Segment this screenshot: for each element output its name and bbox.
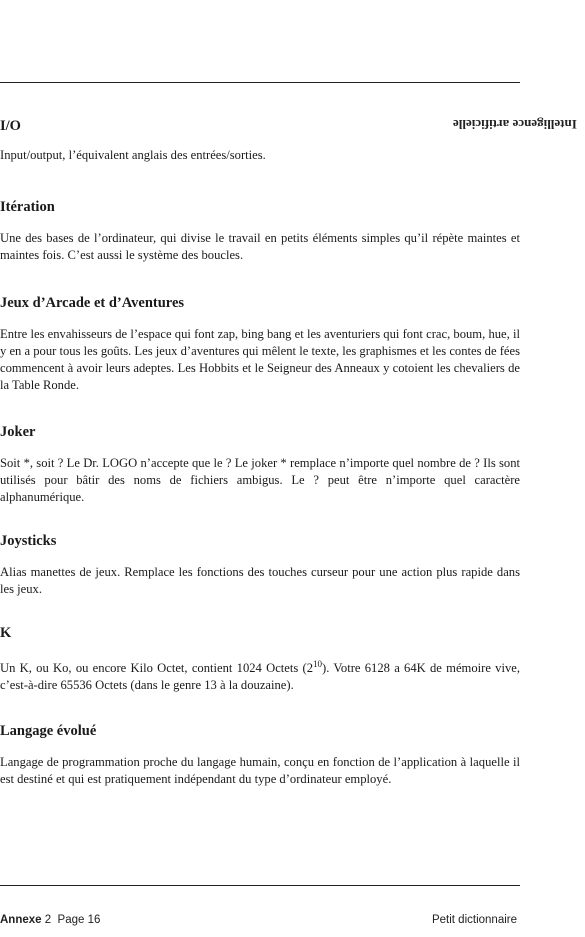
entry-jeux: [0, 294, 520, 394]
term-title: Itération: [0, 199, 55, 215]
definition-text-after: ). Votre 6128 a 64K de mémoire vive, c’est-à-dire 65536 Octets (dans le genre 13 à la douzaine).: [0, 661, 520, 693]
mirrored-header-text: Intelligence artificielle: [453, 117, 577, 132]
term-definition: Entre les envahisseurs de l’espace qui font zap, bing bang et les aventuriers qui font crac, boum, hue, il y en a pour tous les goûts. Les jeux d’aventures qui mêlent le texte, les graphismes et les contes de fées commencent à avoir leurs adeptes. Les Hobbits et le Seigneur des Anneaux y cotoient les chevaliers de la Table Ronde.: [0, 327, 520, 392]
term-definition: Alias manettes de jeux. Remplace les fonctions des touches curseur pour une action plus rapide dans les jeux.: [0, 565, 520, 596]
footer-page: Page 16: [57, 914, 101, 926]
footer-right: Petit dictionnaire: [431, 914, 517, 926]
term-title: Joker: [0, 424, 36, 440]
definition-text-before: Un K, ou Ko, ou encore Kilo Octet, contient 1024 Octets (2: [0, 661, 314, 676]
term-definition: Une des bases de l’ordinateur, qui divise le travail en petits éléments simples qu’il répète maintes et maintes fois. C’est aussi le système des boucles.: [0, 231, 520, 262]
footer-section-number: 2: [44, 914, 52, 926]
term-definition: Langage de programmation proche du langage humain, conçu en fonction de l’application à laquelle il est destiné et qui est pratiquement indépendant du type d’ordinateur employé.: [0, 755, 520, 786]
exponent: 10: [313, 659, 323, 669]
term-title: Jeux d’Arcade et d’Aventures: [0, 295, 185, 311]
footer-section: Annexe: [0, 914, 42, 926]
term-definition: Input/output, l’équivalent anglais des entrées/sorties.: [0, 148, 266, 162]
entry-io: [0, 117, 520, 164]
entry-langage: [0, 722, 520, 788]
term-definition: [0, 656, 520, 694]
term-definition: Soit *, soit ? Le Dr. LOGO n’accepte que le ? Le joker * remplace n’importe quel nombre de ? Ils sont utilisés pour bâtir des noms de fichiers ambigus. Le ? peut être n’importe quel caractère alphanumérique.: [0, 456, 520, 504]
entry-joker: [0, 423, 520, 506]
top-rule: [0, 82, 520, 83]
term-title: K: [0, 625, 12, 641]
term-title: Langage évolué: [0, 723, 97, 739]
bottom-rule: [0, 885, 520, 886]
term-title: Joysticks: [0, 533, 57, 549]
entry-iteration: [0, 198, 520, 264]
footer-left: [0, 914, 100, 926]
entry-joysticks: [0, 532, 520, 598]
term-title: I/O: [0, 118, 21, 134]
entry-k: [0, 624, 520, 694]
